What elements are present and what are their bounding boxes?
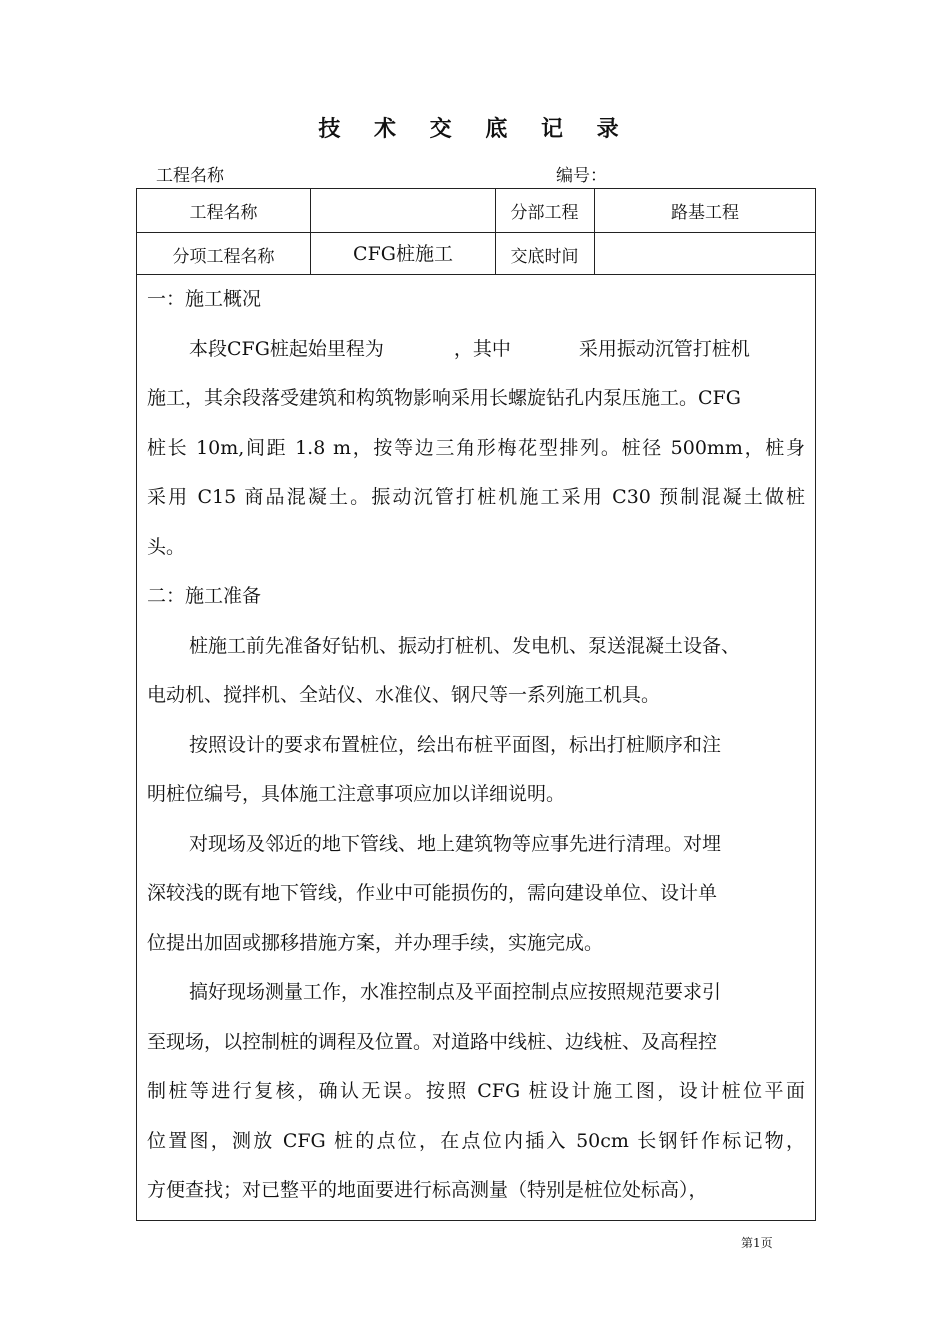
paragraph-line: 按照设计的要求布置桩位，绘出布桩平面图，标出打桩顺序和注 [189,733,722,756]
division-value: 路基工程 [671,203,739,223]
paragraph-line: 制桩等进行复核，确认无误。按照 CFG 桩设计施工图，设计桩位平面 [147,1080,805,1102]
subitem-value: CFG桩施工 [353,242,453,265]
project-name-label: 工程名称 [156,166,224,186]
section-heading: 一：施工概况 [147,288,262,310]
paragraph-line: 桩施工前先准备好钻机、振动打桩机、发电机、泵送混凝土设备、 [189,634,741,657]
paragraph-line: 至现场，以控制桩的调程及位置。对道路中线桩、边线桩、及高程控 [147,1030,718,1053]
paragraph-line: 电动机、搅拌机、全站仪、水准仪、钢尺等一系列施工机具。 [147,684,661,706]
date-value [595,233,815,275]
paragraph-line: 明桩位编号，具体施工注意事项应加以详细说明。 [147,783,566,805]
paragraph-line: 施工，其余段落受建筑和构筑物影响采用长螺旋钻孔内泵压施工。CFG [147,387,741,409]
paragraph-line: 搞好现场测量工作，水准控制点及平面控制点应按照规范要求引 [189,981,722,1003]
paragraph-line: 位提出加固或挪移措施方案，并办理手续，实施完成。 [147,931,604,954]
paragraph-line: 采用 C15 商品混凝土。振动沉管打桩机施工采用 C30 预制混凝土做桩 [147,486,805,508]
paragraph-line: 位置图，测放 CFG 桩的点位，在点位内插入 50cm 长钢钎作标记物， [147,1129,805,1152]
project-name-header: 工程名称 [189,203,258,223]
date-header: 交底时间 [510,246,579,267]
paragraph-line: 头。 [147,535,186,558]
header-table [137,189,815,275]
paragraph-line: 深较浅的既有地下管线，作业中可能损伤的，需向建设单位、设计单 [147,882,718,904]
record-form [136,188,816,1221]
paragraph-line: 方便查找；对已整平的地面要进行标高测量（特别是桩位处标高）， [147,1179,708,1201]
page-number: 第1页 [741,1236,773,1250]
paragraph-line: 本段CFG桩起始里程为 ，其中 采用振动沉管打桩机 [189,337,750,360]
document-title: 技 术 交 底 记 录 [318,117,632,142]
project-name-value [311,189,495,232]
paragraph-line: 对现场及邻近的地下管线、地上建筑物等应事先进行清理。对埋 [189,832,722,855]
number-label: 编号： [556,166,607,186]
section-heading: 二：施工准备 [147,585,262,607]
paragraph-line: 桩长 10m,间距 1.8 m，按等边三角形梅花型排列。桩径 500mm，桩身 [147,436,805,459]
division-header: 分部工程 [510,203,579,223]
subitem-header: 分项工程名称 [172,246,275,267]
content-body [137,275,815,1216]
